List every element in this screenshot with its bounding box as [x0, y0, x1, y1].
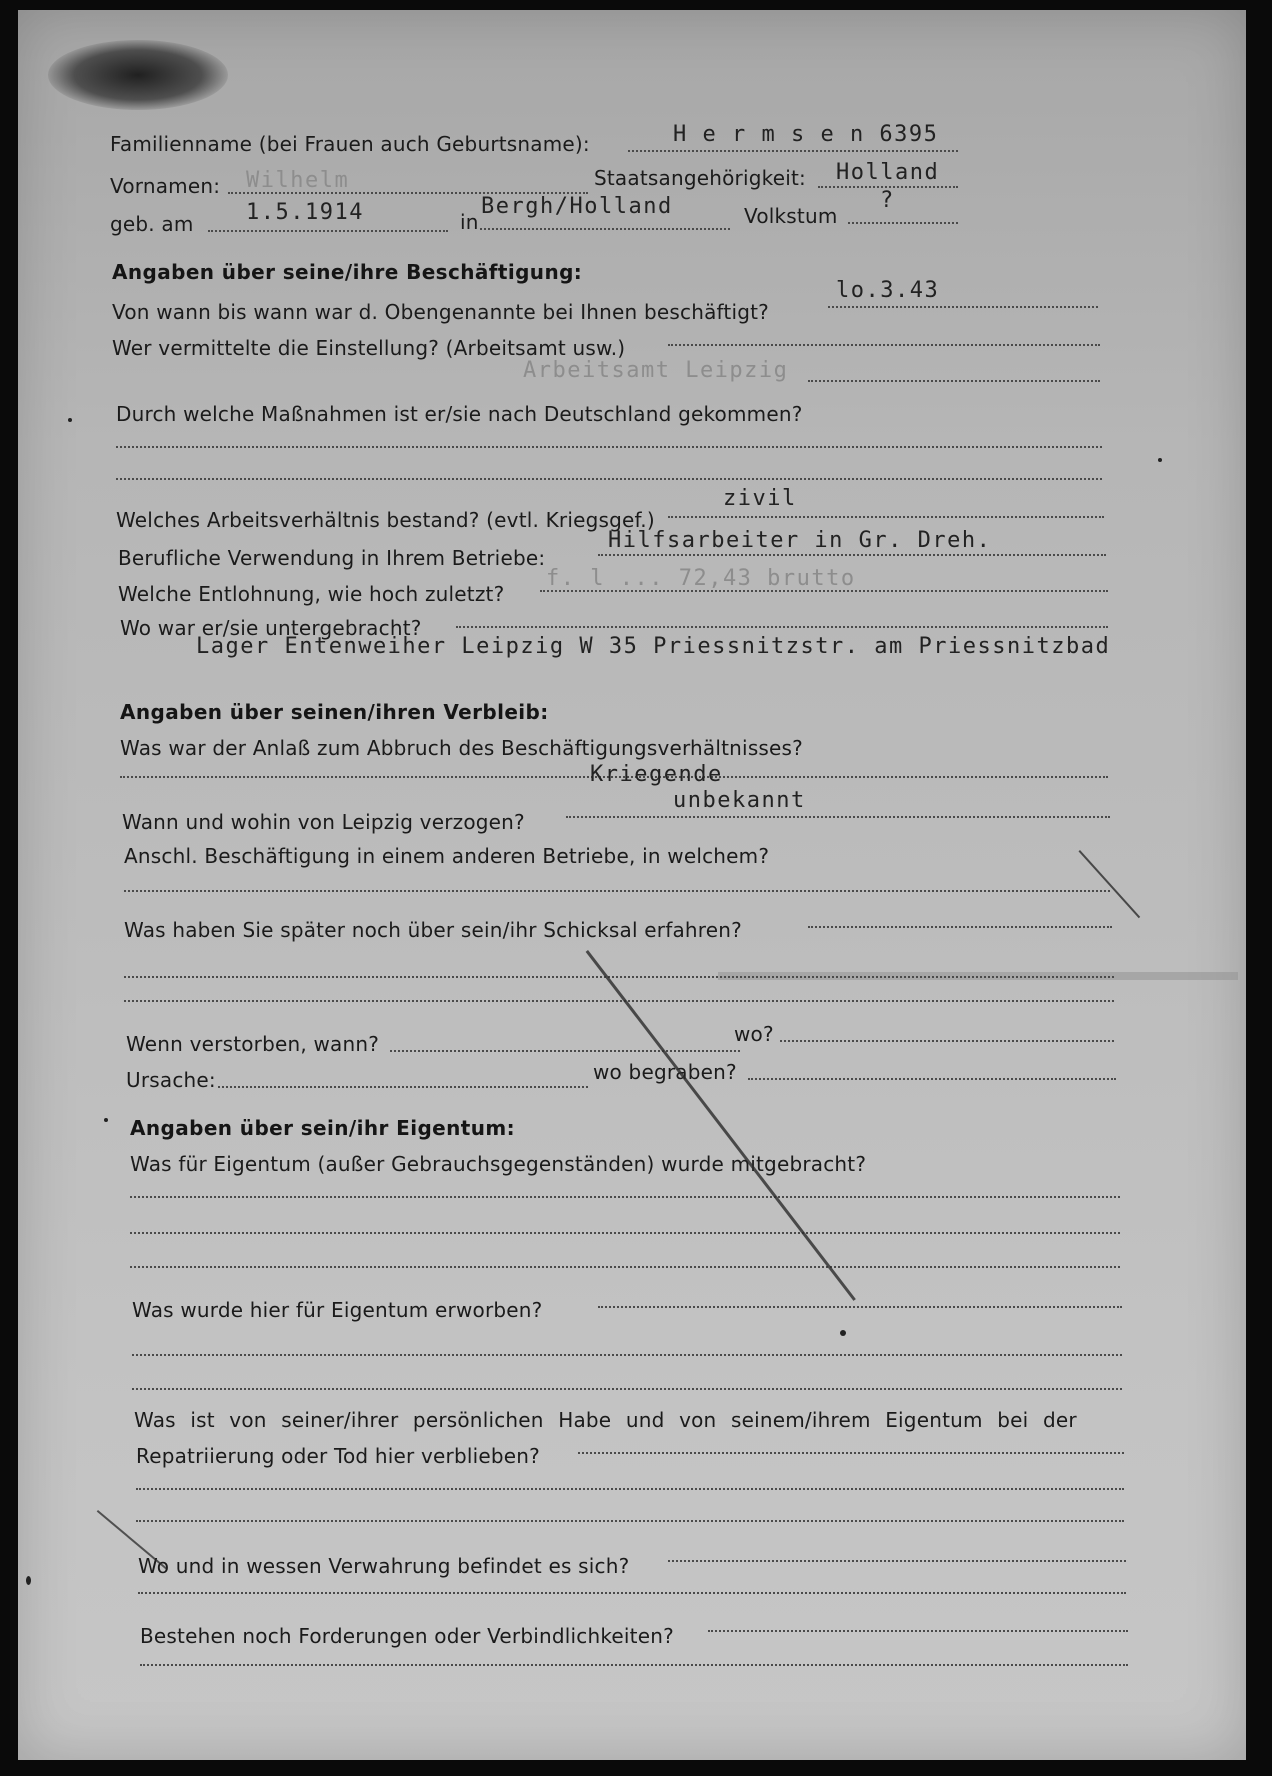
pen-stroke: [1079, 850, 1141, 918]
death-where-line: [780, 1040, 1114, 1042]
death-label: Wenn verstorben, wann?: [126, 1032, 380, 1056]
ethnicity-label: Volkstum: [744, 204, 838, 228]
termination-value: Kriegende: [590, 762, 723, 787]
buried-label: wo begraben?: [593, 1060, 737, 1084]
occupation-label: Berufliche Verwendung in Ihrem Betriebe:: [118, 546, 546, 570]
speck: [26, 1576, 31, 1585]
period-label: Von wann bis wann war d. Obengenannte bei Ihnen beschäftigt?: [112, 300, 769, 324]
fate-label: Was haben Sie später noch über sein/ihr Schicksal erfahren?: [124, 918, 742, 942]
pen-stroke-margin: [97, 1510, 167, 1569]
acquired-label: Was wurde hier für Eigentum erworben?: [132, 1298, 543, 1322]
speck: [104, 1118, 108, 1122]
claims-line-2: [140, 1664, 1128, 1666]
family-name-label: Familienname (bei Frauen auch Geburtsname):: [110, 132, 590, 156]
placement-line: [668, 344, 1100, 346]
arrival-label: Durch welche Maßnahmen ist er/sie nach Deutschland gekommen?: [116, 402, 803, 426]
brought-line-3: [130, 1266, 1120, 1268]
placement-label: Wer vermittelte die Einstellung? (Arbeitsamt usw.): [112, 336, 626, 360]
next-job-line: [124, 890, 1110, 892]
housing-line: [456, 626, 1108, 628]
wage-value: f. l ... 72,43 brutto: [546, 566, 856, 591]
family-name-line: [628, 150, 958, 152]
arrival-line-1: [116, 446, 1102, 448]
cause-line: [218, 1086, 588, 1088]
family-name-value: H e r m s e n 6395: [673, 122, 939, 147]
brought-label: Was für Eigentum (außer Gebrauchsgegenständen) wurde mitgebracht?: [130, 1152, 867, 1176]
employment-heading: Angaben über seine/ihre Beschäftigung:: [112, 260, 583, 284]
ethnicity-value: ?: [880, 188, 895, 213]
form-sheet: [18, 10, 1246, 1760]
whereabouts-heading: Angaben über seinen/ihren Verbleib:: [120, 700, 549, 724]
claims-label: Bestehen noch Forderungen oder Verbindlichkeiten?: [140, 1624, 674, 1648]
custody-line-2: [138, 1592, 1126, 1594]
ethnicity-line: [848, 222, 958, 224]
property-heading: Angaben über sein/ihr Eigentum:: [130, 1116, 516, 1140]
wage-label: Welche Entlohnung, wie hoch zuletzt?: [118, 582, 505, 606]
nationality-label: Staatsangehörigkeit:: [594, 166, 806, 190]
remaining-label-1: Was ist von seiner/ihrer persönlichen Habe und von seinem/ihrem Eigentum bei der: [134, 1408, 1077, 1432]
death-line: [390, 1050, 740, 1052]
death-where-label: wo?: [734, 1022, 774, 1046]
speck: [68, 418, 72, 422]
born-value: 1.5.1914: [246, 200, 364, 225]
birthplace-line: [480, 228, 730, 230]
birthplace-prefix: in: [460, 210, 479, 234]
fate-line-1: [808, 926, 1112, 928]
speck: [840, 1330, 846, 1336]
next-job-label: Anschl. Beschäftigung in einem anderen Betriebe, in welchem?: [124, 844, 770, 868]
remaining-label-2: Repatriierung oder Tod hier verblieben?: [136, 1444, 540, 1468]
arrival-line-2: [116, 478, 1102, 480]
period-value: lo.3.43: [836, 278, 940, 303]
custody-line-1: [668, 1560, 1126, 1562]
moved-line: [566, 816, 1110, 818]
fate-line-2: [124, 976, 1114, 978]
cross-out-stroke: [586, 950, 856, 1301]
relationship-label: Welches Arbeitsverhältnis bestand? (evtl. Kriegsgef.): [116, 508, 655, 532]
placement-line-2: [808, 380, 1100, 382]
occupation-value: Hilfsarbeiter in Gr. Dreh.: [608, 528, 992, 553]
relationship-line: [668, 516, 1104, 518]
placement-value: Arbeitsamt Leipzig: [523, 358, 789, 383]
brought-line-1: [130, 1196, 1120, 1198]
nationality-value: Holland: [836, 160, 940, 185]
housing-label: Wo war er/sie untergebracht?: [120, 616, 422, 640]
acquired-line-3: [132, 1388, 1122, 1390]
moved-value: unbekannt: [673, 788, 806, 813]
cause-label: Ursache:: [126, 1068, 216, 1092]
remaining-line-2: [136, 1488, 1124, 1490]
first-name-label: Vornamen:: [110, 174, 221, 198]
period-line: [828, 306, 1098, 308]
birthplace-value: Bergh/Holland: [481, 194, 673, 219]
buried-line: [748, 1078, 1116, 1080]
termination-label: Was war der Anlaß zum Abbruch des Beschäftigungsverhältnisses?: [120, 736, 803, 760]
acquired-line-2: [132, 1354, 1122, 1356]
housing-value: Lager Entenweiher Leipzig W 35 Priessnitzstr. am Priessnitzbad: [196, 634, 1111, 659]
born-label: geb. am: [110, 212, 194, 236]
remaining-line-1: [578, 1452, 1124, 1454]
fate-line-3: [124, 1000, 1114, 1002]
custody-label: Wo und in wessen Verwahrung befindet es sich?: [138, 1554, 630, 1578]
moved-label: Wann und wohin von Leipzig verzogen?: [122, 810, 525, 834]
acquired-line-1: [598, 1306, 1122, 1308]
ink-smudge: [48, 40, 228, 110]
speck: [1158, 458, 1162, 462]
remaining-line-3: [136, 1520, 1124, 1522]
occupation-line: [598, 554, 1106, 556]
born-line: [208, 230, 448, 232]
relationship-value: zivil: [723, 486, 797, 511]
brought-line-2: [130, 1232, 1120, 1234]
claims-line-1: [708, 1630, 1128, 1632]
first-name-value: Wilhelm: [246, 168, 350, 193]
